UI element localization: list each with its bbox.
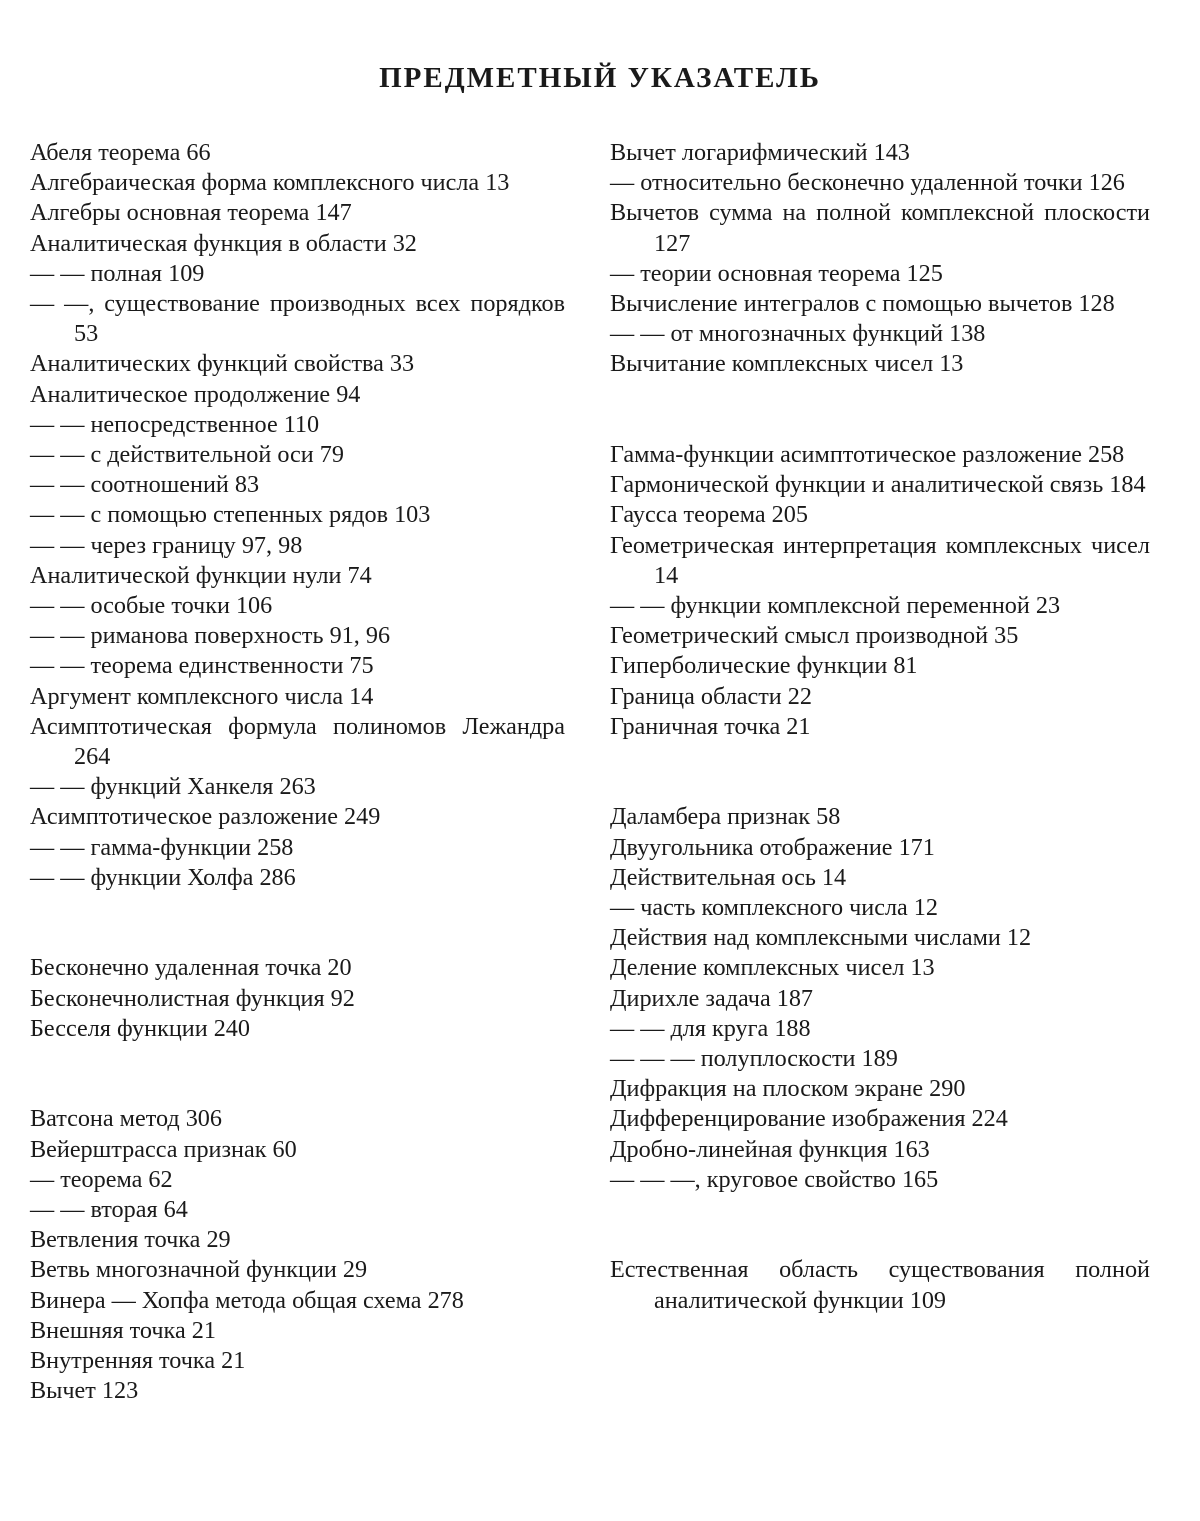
index-entry: — — от многозначных функций 138 bbox=[610, 320, 986, 348]
index-entry: Вычитание комплексных чисел 13 bbox=[610, 350, 964, 378]
index-entry: — — риманова поверхность 91, 96 bbox=[30, 622, 391, 650]
index-entry: Граничная точка 21 bbox=[610, 712, 811, 740]
index-entry: Аргумент комплексного числа 14 bbox=[30, 682, 374, 710]
index-entry: — — теорема единственности 75 bbox=[30, 652, 374, 680]
index-entry: — — функции комплексной переменной 23 bbox=[610, 592, 1061, 620]
index-entry: — теорема 62 bbox=[30, 1165, 173, 1193]
index-entry: Вычет 123 bbox=[30, 1377, 139, 1405]
index-entry: — —, существование производных всех порядков 53 bbox=[30, 290, 565, 348]
index-entry: — — вторая 64 bbox=[30, 1196, 188, 1224]
index-entry: Ветвления точка 29 bbox=[30, 1226, 231, 1254]
index-entry: — — через границу 97, 98 bbox=[30, 531, 303, 559]
page-title: ПРЕДМЕТНЫЙ УКАЗАТЕЛЬ bbox=[379, 62, 821, 94]
index-entry: Действия над комплексными числами 12 bbox=[610, 924, 1032, 952]
letter-group-gap bbox=[30, 893, 565, 953]
index-entry: Деление комплексных чисел 13 bbox=[610, 954, 935, 982]
index-entry: Гаусса теорема 205 bbox=[610, 501, 808, 529]
letter-group-gap bbox=[610, 1195, 1150, 1255]
index-entry: Естественная область существования полной аналитической функции 109 bbox=[610, 1256, 1150, 1314]
index-entry: — — полная 109 bbox=[30, 259, 205, 287]
index-entry: — — непосредственное 110 bbox=[30, 410, 320, 438]
index-entry: Бесселя функции 240 bbox=[30, 1014, 250, 1042]
index-entry: Геометрический смысл производной 35 bbox=[610, 622, 1019, 650]
index-entry: Внешняя точка 21 bbox=[30, 1316, 216, 1344]
index-entry: Винера — Хопфа метода общая схема 278 bbox=[30, 1286, 464, 1314]
letter-group-gap bbox=[30, 1044, 565, 1104]
index-entry: Вейерштрасса признак 60 bbox=[30, 1135, 297, 1163]
index-entry: Бесконечнолистная функция 92 bbox=[30, 984, 355, 1012]
index-entry: Асимптотическая формула полиномов Лежандра 264 bbox=[30, 712, 565, 771]
index-entry: — — — полуплоскости 189 bbox=[610, 1045, 898, 1073]
index-column-right bbox=[610, 138, 1150, 1316]
index-column-left bbox=[30, 138, 565, 1407]
index-entry: Вычет логарифмический 143 bbox=[610, 139, 910, 166]
letter-group-gap bbox=[610, 742, 1150, 802]
index-entry: — — для круга 188 bbox=[610, 1014, 811, 1042]
index-entry: Дифракция на плоском экране 290 bbox=[610, 1075, 966, 1103]
index-entry: Аналитическое продолжение 94 bbox=[30, 380, 361, 408]
index-entry: Аналитической функции нули 74 bbox=[30, 561, 372, 589]
index-entry: Геометрическая интерпретация комплексных чисел 14 bbox=[610, 531, 1150, 589]
index-entry: Алгебры основная теорема 147 bbox=[30, 199, 352, 227]
index-entry: Дирихле задача 187 bbox=[610, 984, 814, 1012]
index-entry: Вычетов сумма на полной комплексной плоскости 127 bbox=[610, 199, 1150, 257]
index-entry: Гиперболические функции 81 bbox=[610, 652, 918, 680]
index-entry: — — функции Холфа 286 bbox=[30, 863, 296, 891]
index-entry: Дифференцирование изображения 224 bbox=[610, 1105, 1008, 1133]
index-entry: — — соотношений 83 bbox=[30, 471, 260, 499]
index-entry: — — с действительной оси 79 bbox=[30, 441, 344, 469]
index-entry: — часть комплексного числа 12 bbox=[610, 894, 938, 922]
index-entry: — — —, круговое свойство 165 bbox=[610, 1165, 939, 1193]
index-entry: Действительная ось 14 bbox=[610, 863, 847, 891]
index-entry: Абеля теорема 66 bbox=[30, 139, 211, 166]
index-entry: — — функций Ханкеля 263 bbox=[30, 773, 316, 801]
letter-group-gap bbox=[610, 380, 1150, 440]
index-entry: — теории основная теорема 125 bbox=[610, 259, 943, 287]
index-entry: Алгебраическая форма комплексного числа 13 bbox=[30, 169, 510, 197]
index-entry: Бесконечно удаленная точка 20 bbox=[30, 954, 352, 982]
index-entry: Асимптотическое разложение 249 bbox=[30, 803, 381, 831]
index-entry: — — гамма-функции 258 bbox=[30, 833, 294, 861]
index-entry: Внутренняя точка 21 bbox=[30, 1347, 246, 1375]
index-entry: Ватсона метод 306 bbox=[30, 1105, 222, 1133]
index-entry: Двуугольника отображение 171 bbox=[610, 833, 935, 861]
index-entry: Дробно-линейная функция 163 bbox=[610, 1135, 930, 1163]
index-entry: Аналитических функций свойства 33 bbox=[30, 350, 415, 378]
index-entry: — — особые точки 106 bbox=[30, 592, 273, 620]
index-entry: — относительно бесконечно удаленной точки 126 bbox=[610, 169, 1125, 197]
index-entry: Гармонической функции и аналитической связь 184 bbox=[610, 471, 1146, 499]
index-entry: Вычисление интегралов с помощью вычетов 128 bbox=[610, 290, 1115, 318]
index-entry: Ветвь многозначной функции 29 bbox=[30, 1256, 368, 1284]
index-entry: Граница области 22 bbox=[610, 682, 812, 710]
index-entry: — — с помощью степенных рядов 103 bbox=[30, 501, 431, 529]
index-entry: Гамма-функции асимптотическое разложение 258 bbox=[610, 441, 1125, 469]
index-entry: Аналитическая функция в области 32 bbox=[30, 229, 417, 257]
index-entry: Даламбера признак 58 bbox=[610, 803, 841, 831]
